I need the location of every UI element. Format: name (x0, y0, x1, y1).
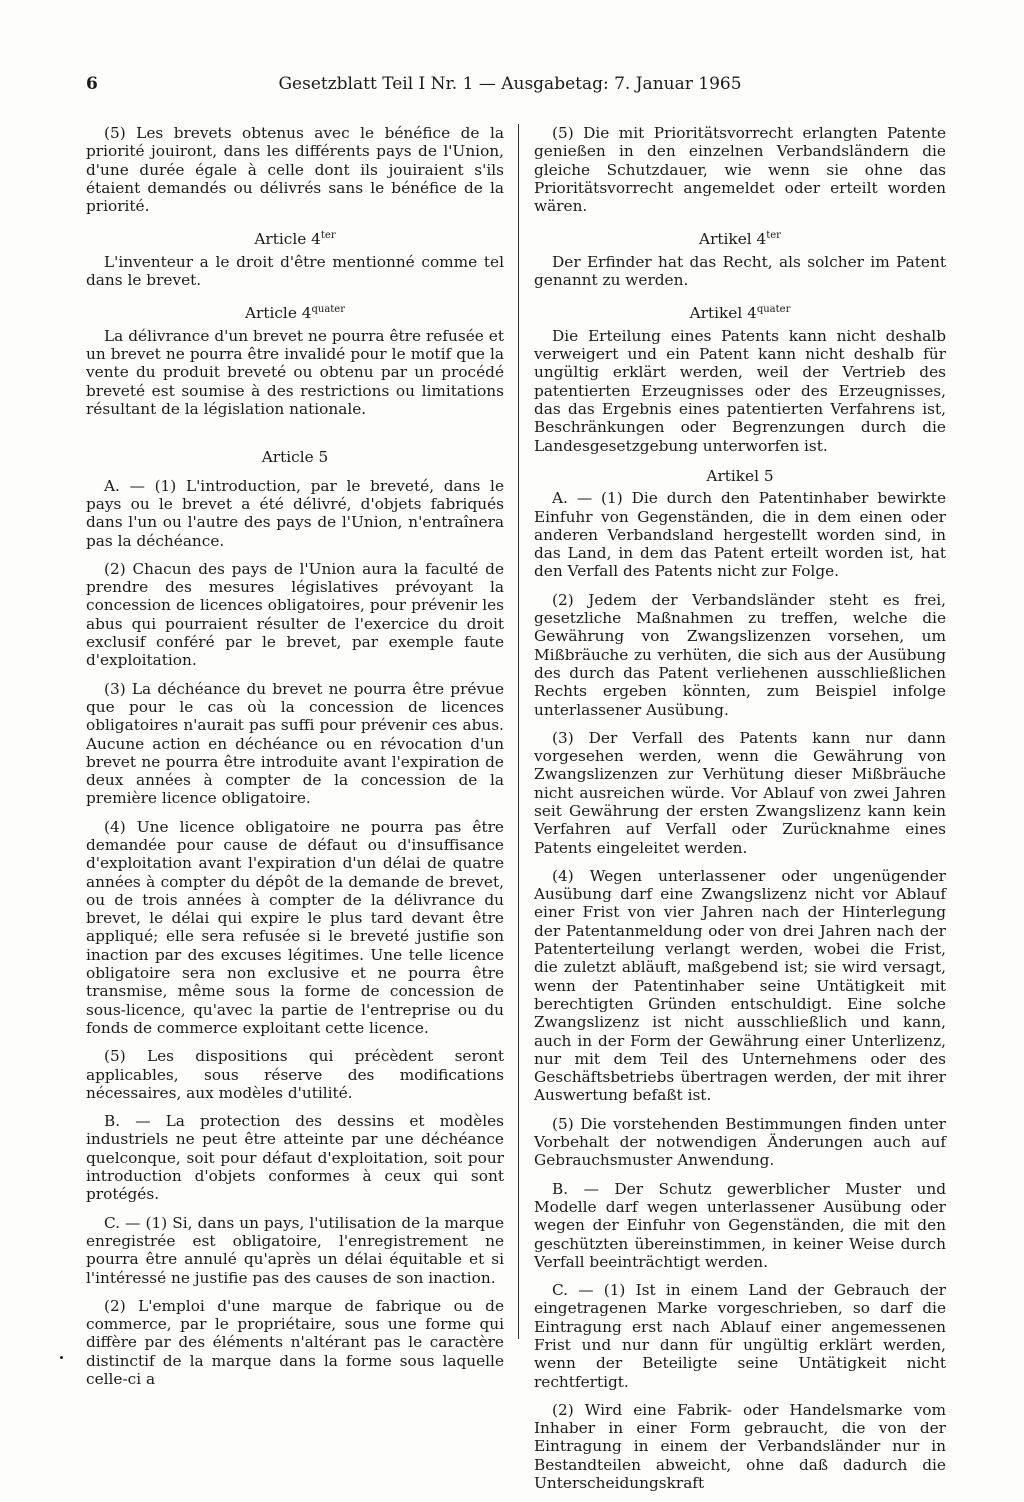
column-divider (518, 124, 519, 1339)
paragraph: (3) La déchéance du brevet ne pourra être prévue que pour le cas où la concession de licences obligatoires n'aurait pas suffi pour prévenir ces abus. Aucune action en déchéance ou en révocation d'un brevet ne pourra être introduite avant l'expiration de deux années à compter de la concession de la première licence obligatoire. (86, 679, 504, 808)
article-heading: Article $4^{quater}$ (244, 304, 346, 323)
paragraph: (2) Jedem der Verbandsländer steht es frei, gesetzliche Maßnahmen zu treffen, welche die Gewährung von Zwangslizenzen vorsehen, um Mißbräuche zu verhüten, die sich aus der Ausübung des durch das Patent verliehenen ausschließlichen Rechts ergeben könnten, zum Beispiel infolge unterlassener Ausübung. (534, 590, 946, 719)
left-column-french (86, 124, 504, 1398)
paragraph: (2) L'emploi d'une marque de fabrique ou de commerce, par le propriétaire, sous une forme qui diffère par des éléments n'altérant pas le caractère distinctif de la marque dans la forme sous laquelle celle-ci a (86, 1296, 504, 1388)
paragraph: (5) Die vorstehenden Bestimmungen finden unter Vorbehalt der notwendigen Änderungen auch auf Gebrauchsmuster Anwendung. (534, 1114, 946, 1170)
paragraph: (5) Die mit Prioritätsvorrecht erlangten Patente genießen in den einzelnen Verbandsländern die gleiche Schutzdauer, wie wenn sie ohne das Prioritätsvorrecht angemeldet oder erteilt worden wären. (534, 124, 946, 216)
paragraph: (2) Chacun des pays de l'Union aura la faculté de prendre des mesures législatives prévoyant la concession de licences obligatoires, pour prévenir les abus qui pourraient résulter de l'exercice du droit exclusif conféré par le brevet, par exemple faute d'exploitation. (86, 559, 504, 670)
article-heading: Artikel $4^{ter}$ (699, 230, 781, 249)
paragraph: C. — (1) Ist in einem Land der Gebrauch der eingetragenen Marke vorgeschrieben, so darf die Eintragung erst nach Ablauf einer angemessenen Frist und nur dann für ungültig erklärt werden, wenn der Beteiligte seine Untätigkeit nicht rechtfertigt. (534, 1281, 946, 1391)
paragraph: (4) Une licence obligatoire ne pourra pas être demandée pour cause de défaut ou d'insuffisance d'exploitation avant l'expiration d'un délai de quatre années à compter du dépôt de la demande de brevet, ou de trois années à compter de la délivrance du brevet, le délai qui expire le plus tard devant être appliqué; elle sera refusée si le breveté justifie son inaction par des excuses légitimes. Une telle licence obligatoire sera non exclusive et ne pourra être transmise, même sous la forme de concession de sous-licence, qu'avec la partie de l'entreprise ou du fonds de commerce exploitant cette licence. (86, 817, 504, 1037)
article-heading: Article $4^{ter}$ (254, 230, 336, 249)
article-heading: Article 5 (261, 448, 329, 467)
paragraph: B. — Der Schutz gewerblicher Muster und Modelle darf wegen unterlassener Ausübung oder wegen der Einfuhr von Gegenständen, die mit den geschützten übereinstimmen, in keiner Weise durch Verfall beeinträchtigt werden. (534, 1179, 946, 1271)
paragraph: (2) Wird eine Fabrik- oder Handelsmarke vom Inhaber in einer Form gebraucht, die von der Eintragung in einem der Verbandsländer nur in Bestandteilen abweicht, ohne daß dadurch die Unterscheidungskraft (534, 1400, 946, 1493)
article-heading: Artikel 5 (706, 466, 774, 485)
paragraph: (4) Wegen unterlassener oder ungenügender Ausübung darf eine Zwangslizenz nicht vor Ablauf einer Frist von vier Jahren nach der Hinterlegung der Patentanmeldung oder von drei Jahren nach der Patenterteilung verlangt werden, wobei die Frist, die zuletzt abläuft, maßgebend ist; sie wird versagt, wenn der Patentinhaber seine Untätigkeit mit berechtigten Gründen entschuldigt. Eine solche Zwangslizenz ist nicht ausschließlich und kann, auch in der Form der Gewährung einer Unterlizenz, nur mit dem Teil des Unternehmens oder des Geschäftsbetriebs übertragen werden, der mit ihrer Auswertung befaßt ist. (534, 866, 946, 1105)
paragraph: Die Erteilung eines Patents kann nicht deshalb verweigert und ein Patent kann nicht deshalb für ungültig erklärt werden, weil der Vertrieb des patentierten Erzeugnisses oder des Erzeugnisses, das das Ergebnis eines patentierten Verfahrens ist, Beschränkungen oder Begrenzungen durch die Landesgesetzgebung unterworfen ist. (534, 326, 946, 455)
paragraph: L'inventeur a le droit d'être mentionné comme tel dans le brevet. (86, 252, 504, 290)
scan-speck (60, 1356, 63, 1359)
paragraph: Der Erfinder hat das Recht, als solcher im Patent genannt zu werden. (534, 252, 946, 290)
paragraph: (5) Les dispositions qui précèdent seront applicables, sous réserve des modifications nécessaires, aux modèles d'utilité. (86, 1047, 504, 1102)
paragraph: B. — La protection des dessins et modèles industriels ne peut être atteinte par une déchéance quelconque, soit pour défaut d'exploitation, soit pour introduction d'objets conformes à ceux qui sont protégés. (86, 1112, 504, 1204)
paragraph: A. — (1) Die durch den Patentinhaber bewirkte Einfuhr von Gegenständen, die in dem einen oder anderen Verbandsland hergestellt worden sind, in das Land, in dem das Patent erteilt worden ist, hat den Verfall des Patents nicht zur Folge. (534, 489, 946, 581)
page-number: 6 (86, 74, 98, 94)
running-title: Gesetzblatt Teil I Nr. 1 — Ausgabetag: 7. Januar 1965 (278, 74, 742, 94)
paragraph: (5) Les brevets obtenus avec le bénéfice de la priorité jouiront, dans les différents pays de l'Union, d'une durée égale à celle dont ils jouiraient s'ils étaient demandés ou délivrés sans le bénéfice de la priorité. (86, 124, 504, 216)
article-heading: Artikel $4^{quater}$ (689, 304, 791, 323)
paragraph: A. — (1) L'introduction, par le breveté, dans le pays ou le brevet a été délivré, d'objets fabriqués dans l'un ou l'autre des pays de l'Union, n'entraînera pas la déchéance. (86, 476, 504, 550)
page-header (86, 74, 934, 104)
right-column-german (534, 124, 946, 1502)
paragraph: C. — (1) Si, dans un pays, l'utilisation de la marque enregistrée est obligatoire, l'enregistrement ne pourra être annulé qu'après un délai équitable et si l'intéressé ne justifie pas des causes de son inaction. (86, 1213, 504, 1287)
paragraph: (3) Der Verfall des Patents kann nur dann vorgesehen werden, wenn die Gewährung von Zwangslizenzen zur Verhütung dieser Mißbräuche nicht ausreichen würde. Vor Ablauf von zwei Jahren seit Gewährung der ersten Zwangslizenz kann kein Verfahren auf Verfall oder Zurücknahme eines Patents eingeleitet werden. (534, 728, 946, 857)
paragraph: La délivrance d'un brevet ne pourra être refusée et un brevet ne pourra être invalidé pour le motif que la vente du produit breveté ou obtenu par un procédé breveté est soumise à des restrictions ou limitations résultant de la législation nationale. (86, 326, 504, 419)
